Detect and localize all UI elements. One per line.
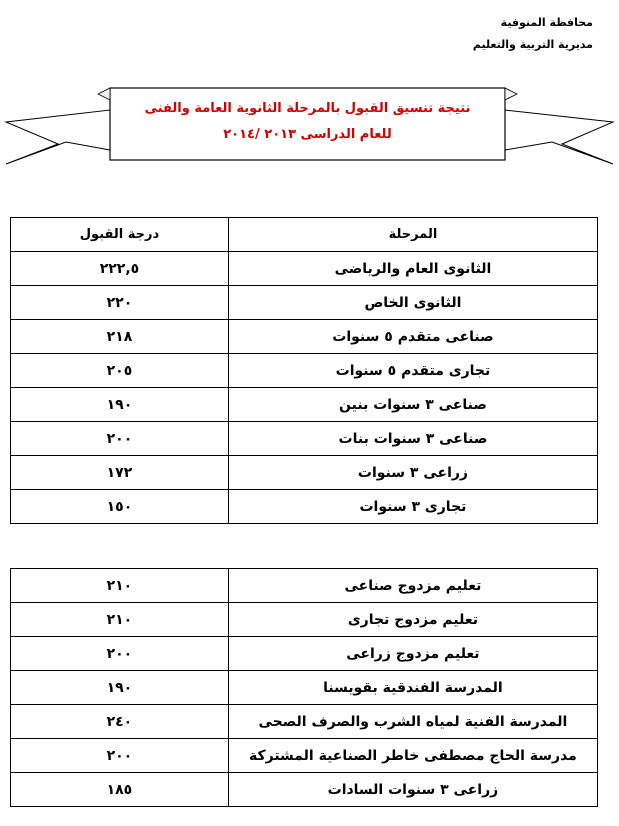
admission-grades-table-special <box>10 568 598 807</box>
table-row <box>11 490 598 524</box>
table-row <box>11 422 598 456</box>
grade-cell: ١٨٥ <box>11 773 229 807</box>
grade-cell: ٢١٠ <box>11 569 229 603</box>
table-row <box>11 705 598 739</box>
grade-cell: ٢٠٠ <box>11 739 229 773</box>
grade-cell: ١٥٠ <box>11 490 229 524</box>
table-row <box>11 286 598 320</box>
stage-cell: زراعى ٣ سنوات <box>228 456 597 490</box>
table-row <box>11 739 598 773</box>
banner-title-line1: نتيجة تنسيق القبول بالمرحلة الثانوية العامة والفنى <box>144 101 471 116</box>
stage-cell: المدرسة الفندقية بقويسنا <box>228 671 597 705</box>
stage-cell: صناعى ٣ سنوات بنين <box>228 388 597 422</box>
stage-cell: تعليم مزدوج زراعى <box>228 637 597 671</box>
table-row <box>11 637 598 671</box>
stage-cell: صناعى متقدم ٥ سنوات <box>228 320 597 354</box>
stage-cell: تجارى متقدم ٥ سنوات <box>228 354 597 388</box>
table-row <box>11 671 598 705</box>
governorate-label: محافظة المنوفية <box>500 16 593 29</box>
stage-cell: مدرسة الحاج مصطفى خاطر الصناعية المشتركة <box>228 739 597 773</box>
grade-cell: ١٩٠ <box>11 388 229 422</box>
banner-title-line2: للعام الدراسى ٢٠١٣ /٢٠١٤ <box>223 127 392 142</box>
stage-cell: الثانوى العام والرياضى <box>228 252 597 286</box>
stage-cell: تجارى ٣ سنوات <box>228 490 597 524</box>
table-header-row <box>11 218 598 252</box>
grade-cell: ٢٤٠ <box>11 705 229 739</box>
stage-cell: الثانوى الخاص <box>228 286 597 320</box>
grade-cell: ٢١٠ <box>11 603 229 637</box>
grade-cell: ٢٠٥ <box>11 354 229 388</box>
stage-cell: زراعى ٣ سنوات السادات <box>228 773 597 807</box>
table-row <box>11 388 598 422</box>
table-row <box>11 252 598 286</box>
table-row <box>11 569 598 603</box>
table-row <box>11 456 598 490</box>
table-row <box>11 603 598 637</box>
grade-cell: ٢١٨ <box>11 320 229 354</box>
grade-cell: ٢٢٢,٥ <box>11 252 229 286</box>
document-header <box>473 12 593 56</box>
grade-cell: ١٩٠ <box>11 671 229 705</box>
banner-title <box>110 96 505 148</box>
table-row <box>11 354 598 388</box>
grade-cell: ٢٠٠ <box>11 422 229 456</box>
stage-cell: المدرسة الفنية لمياه الشرب والصرف الصحى <box>228 705 597 739</box>
stage-cell: صناعى ٣ سنوات بنات <box>228 422 597 456</box>
admission-grades-table-general <box>10 217 598 524</box>
grade-cell: ١٧٢ <box>11 456 229 490</box>
table-row <box>11 320 598 354</box>
column-header-grade: درجة القبول <box>11 218 229 252</box>
directorate-label: مديرية التربية والتعليم <box>472 38 593 51</box>
grade-cell: ٢٢٠ <box>11 286 229 320</box>
grade-cell: ٢٠٠ <box>11 637 229 671</box>
stage-cell: تعليم مزدوج صناعى <box>228 569 597 603</box>
table-row <box>11 773 598 807</box>
stage-cell: تعليم مزدوج تجارى <box>228 603 597 637</box>
column-header-stage: المرحلة <box>228 218 597 252</box>
